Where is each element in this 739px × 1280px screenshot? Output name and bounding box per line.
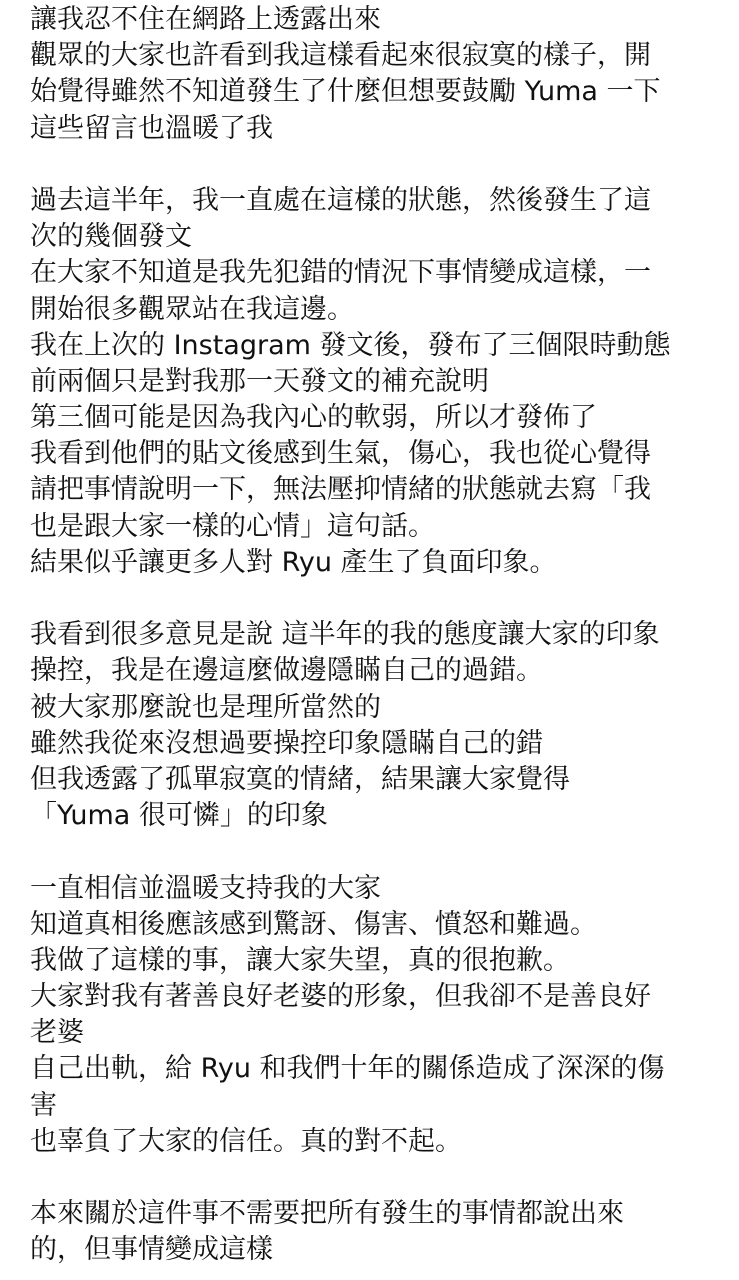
paragraph [30, 2, 721, 147]
text-line: 老婆 [30, 1017, 84, 1049]
paragraph-gap [30, 147, 721, 183]
text-line: 操控，我是在邊這麼做邊隱瞞自己的過錯。 [30, 655, 543, 687]
paragraph [30, 1196, 721, 1268]
text-line: 始覺得雖然不知道發生了什麼但想要鼓勵 Yuma 一下 [30, 76, 661, 108]
text-line: 我在上次的 Instagram 發文後，發布了三個限時動態 [30, 329, 671, 361]
text-line: 的，但事情變成這樣 [30, 1234, 273, 1266]
text-line: 我看到很多意見是說 這半年的我的態度讓大家的印象 [30, 619, 660, 651]
text-line: 我看到他們的貼文後感到生氣，傷心，我也從心覺得 [30, 438, 651, 470]
text-line: 開始很多觀眾站在我這邊。 [30, 293, 354, 325]
text-line: 雖然我從來沒想過要操控印象隱瞞自己的錯 [30, 727, 543, 759]
text-line: 觀眾的大家也許看到我這樣看起來很寂寞的樣子，開 [30, 40, 651, 72]
text-line: 一直相信並溫暖支持我的大家 [30, 872, 381, 904]
text-line: 本來關於這件事不需要把所有發生的事情都說出來 [30, 1198, 624, 1230]
text-line: 第三個可能是因為我內心的軟弱，所以才發佈了 [30, 402, 597, 434]
paragraph [30, 617, 721, 834]
text-line: 知道真相後應該感到驚訝、傷害、憤怒和難過。 [30, 908, 597, 940]
text-line: 大家對我有著善良好老婆的形象，但我卻不是善良好 [30, 981, 651, 1013]
paragraph [30, 871, 721, 1161]
paragraph-gap [30, 834, 721, 870]
text-line: 害 [30, 1089, 57, 1121]
text-line: 過去這半年，我一直處在這樣的狀態，然後發生了這 [30, 184, 651, 216]
text-line: 也是跟大家一樣的心情」這句話。 [30, 510, 435, 542]
text-line: 這些留言也溫暖了我 [30, 112, 273, 144]
text-line: 但我透露了孤單寂寞的情緒，結果讓大家覺得 [30, 763, 570, 795]
text-line: 在大家不知道是我先犯錯的情況下事情變成這樣，一 [30, 257, 651, 289]
text-line: 「Yuma 很可憐」的印象 [30, 800, 328, 832]
text-line: 前兩個只是對我那一天發文的補充說明 [30, 365, 489, 397]
paragraph-gap [30, 581, 721, 617]
text-line: 自己出軌，給 Ryu 和我們十年的關係造成了深深的傷 [30, 1053, 665, 1085]
text-line: 被大家那麼說也是理所當然的 [30, 691, 381, 723]
text-line: 我做了這樣的事，讓大家失望，真的很抱歉。 [30, 944, 570, 976]
text-line: 讓我忍不住在網路上透露出來 [30, 4, 381, 35]
paragraph-gap [30, 1160, 721, 1196]
text-line: 也辜負了大家的信任。真的對不起。 [30, 1125, 462, 1157]
text-line: 結果似乎讓更多人對 Ryu 產生了負面印象。 [30, 546, 557, 578]
paragraph [30, 183, 721, 581]
text-line: 次的幾個發文 [30, 221, 192, 253]
text-line: 請把事情說明一下，無法壓抑情緒的狀態就去寫「我 [30, 474, 651, 506]
